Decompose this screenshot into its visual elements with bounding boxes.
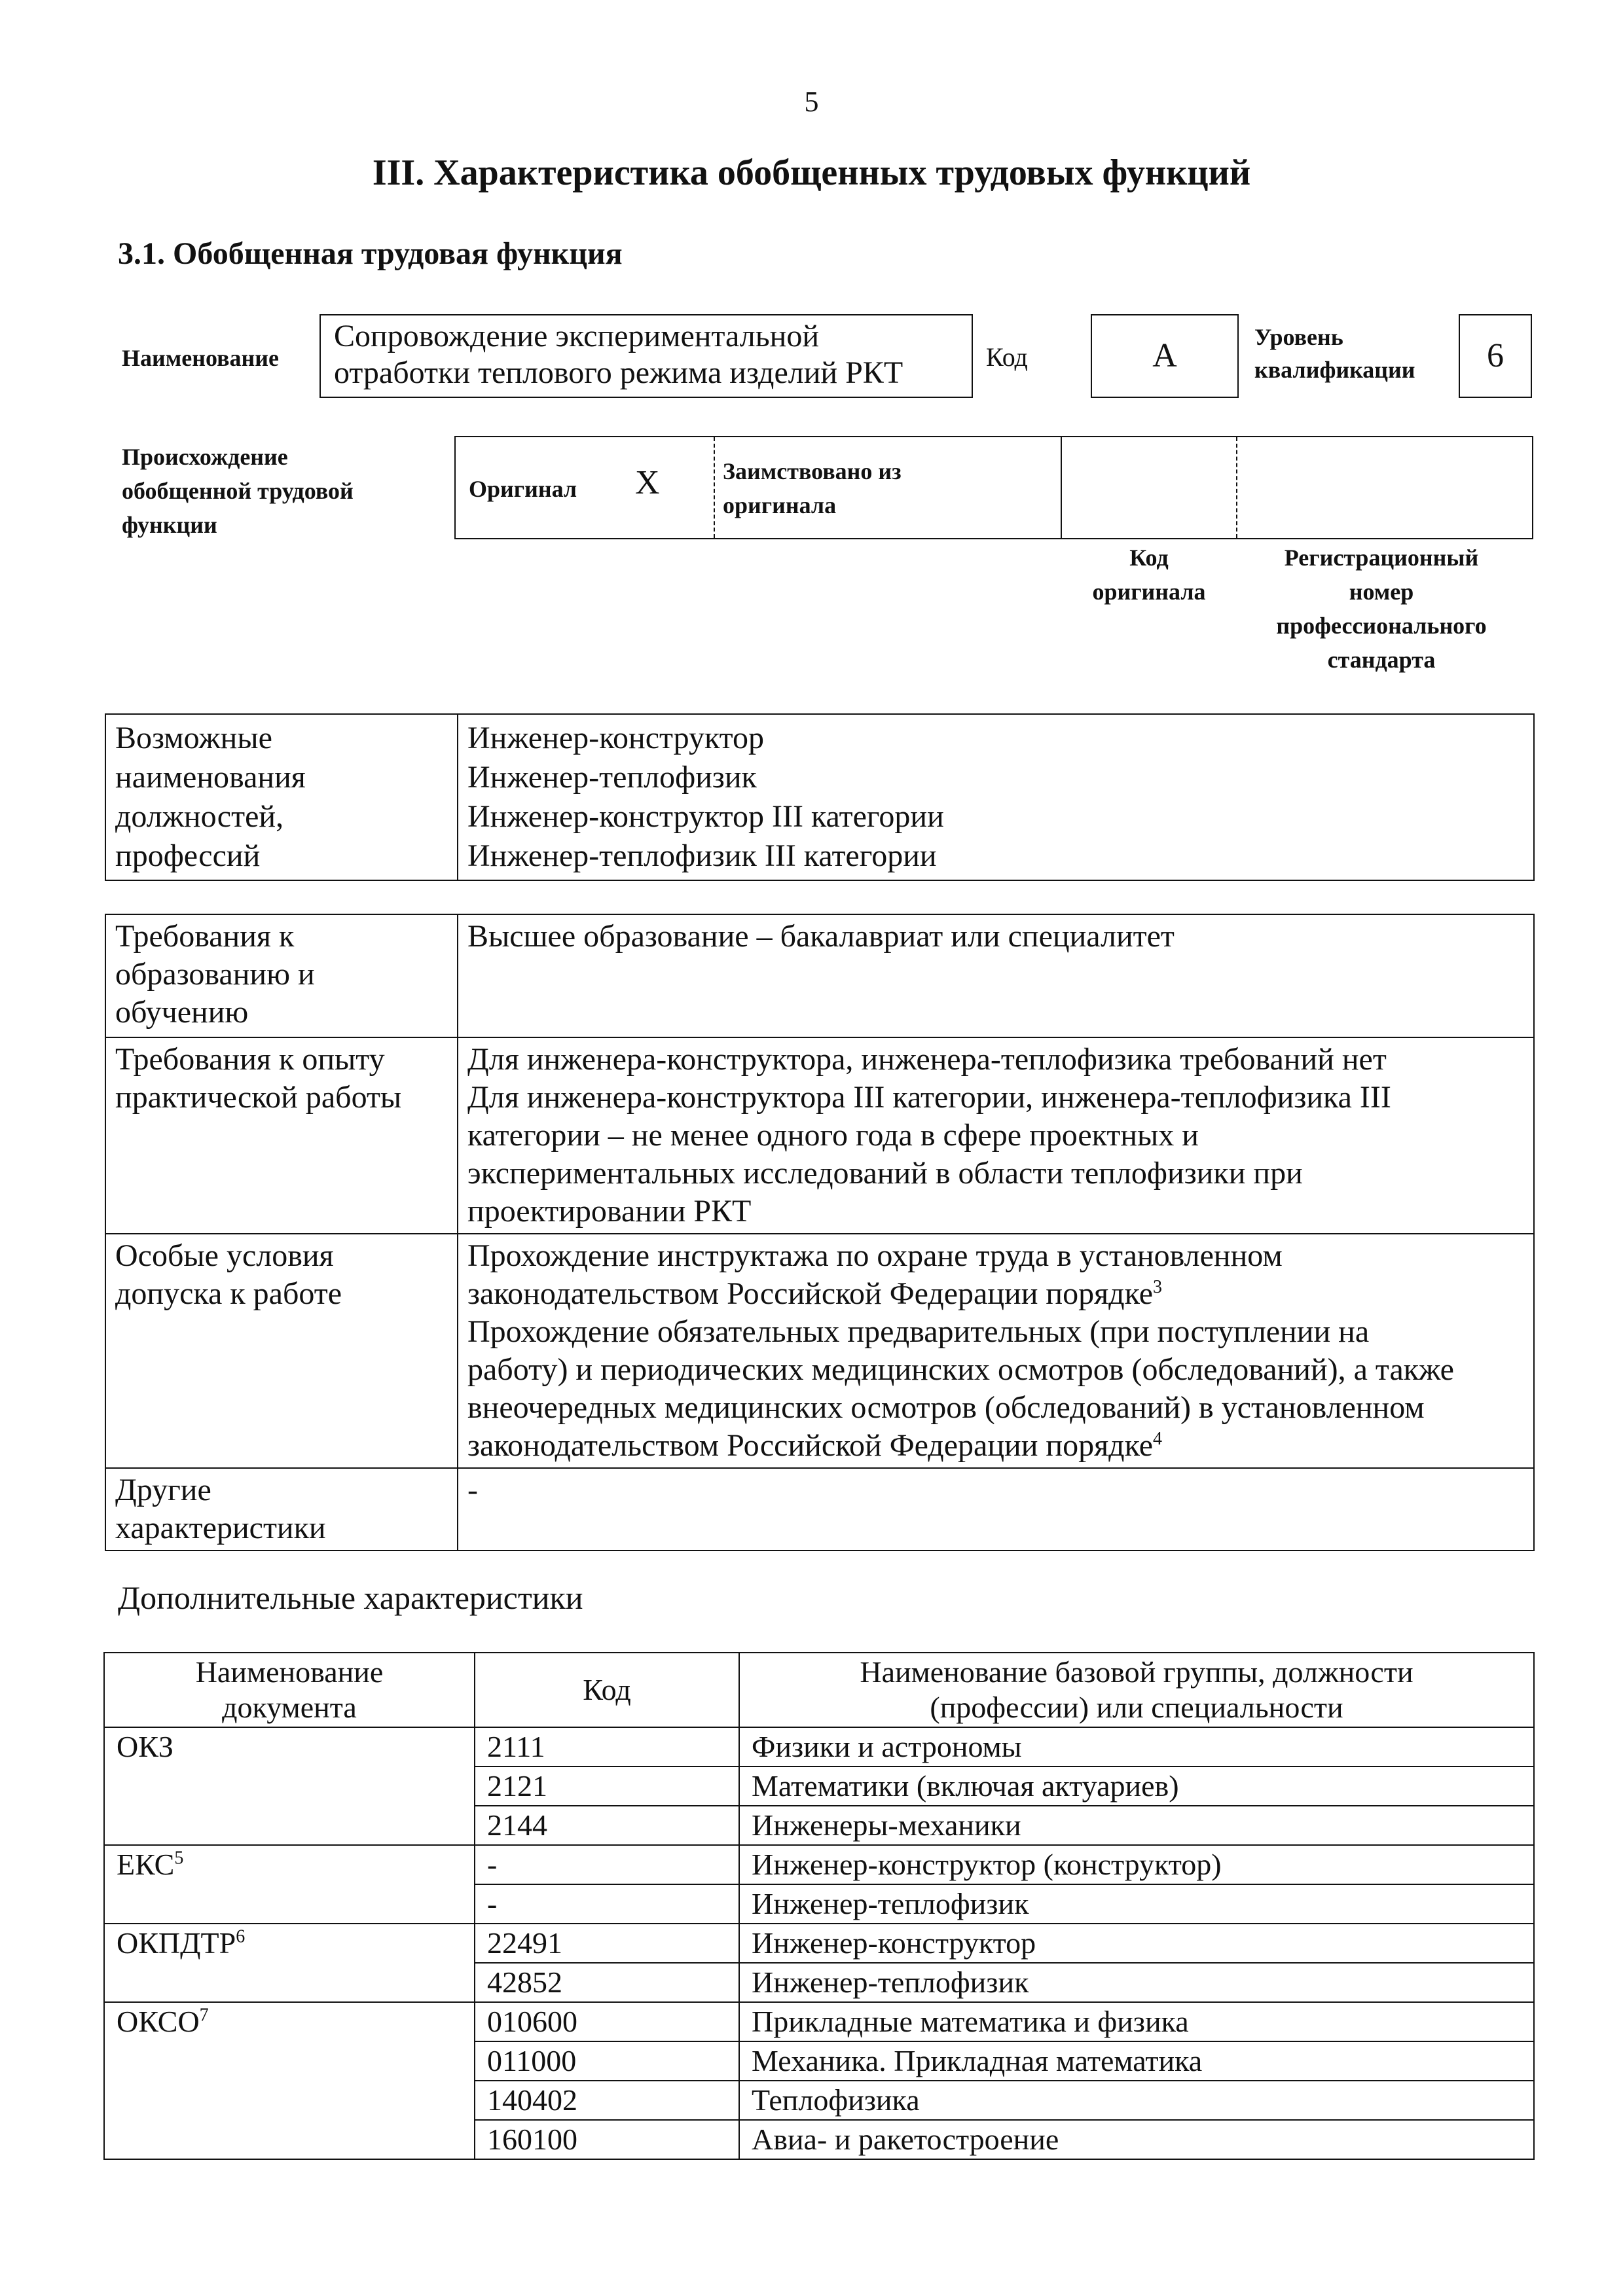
function-name-line: Сопровождение экспериментальной: [334, 319, 819, 353]
code-cell: 140402: [475, 2081, 739, 2120]
additional-table: [103, 1652, 1535, 2160]
doc-cell: [104, 2002, 475, 2041]
name-cell: Авиа- и ракетостроение: [739, 2120, 1534, 2159]
label-line: Другие: [115, 1473, 211, 1507]
text-line: Прохождение обязательных предварительных (при поступлении на: [467, 1314, 1370, 1349]
text-fragment: законодательством Российской Федерации порядке: [467, 1276, 1153, 1311]
text-line: Для инженера-конструктора, инженера-теплофизика требований нет: [467, 1042, 1387, 1077]
code-cell: 2121: [475, 1767, 739, 1806]
text-line: экспериментальных исследований в области теплофизики при: [467, 1156, 1303, 1191]
header-line: Наименование: [195, 1655, 384, 1689]
doc-cell: [104, 1884, 475, 1924]
position-item: Инженер-теплофизик III категории: [467, 838, 937, 873]
function-name-box: [319, 314, 973, 398]
text-line: [467, 1275, 1524, 1313]
header-line: (профессии) или специальности: [930, 1691, 1343, 1724]
level-label-line: квалификации: [1254, 357, 1415, 383]
name-label: Наименование: [122, 345, 279, 371]
footnote-ref: 6: [236, 1926, 246, 1947]
footnote-ref: 7: [199, 2005, 209, 2026]
code-cell: 010600: [475, 2002, 739, 2041]
text-line: проектировании РКТ: [467, 1194, 752, 1229]
header-document: [104, 1653, 475, 1727]
code-value: А: [1091, 314, 1239, 398]
name-cell: Теплофизика: [739, 2081, 1534, 2120]
position-item: Инженер-конструктор: [467, 721, 764, 755]
name-cell: Математики (включая актуариев): [739, 1767, 1534, 1806]
table-row: [104, 1727, 1534, 1767]
table-row: [104, 1924, 1534, 1963]
name-cell: Инженер-теплофизик: [739, 1884, 1534, 1924]
doc-cell: [104, 1845, 475, 1884]
doc-cell: [104, 2041, 475, 2081]
label-line: обучению: [115, 995, 249, 1030]
label-line: практической работы: [115, 1080, 402, 1115]
doc-cell: [104, 1924, 475, 1963]
doc-name: ОКПДТР: [117, 1926, 236, 1960]
header-code: Код: [475, 1653, 739, 1727]
special-value: [458, 1234, 1534, 1468]
table-row: [104, 1963, 1534, 2002]
label-line: Требования к опыту: [115, 1042, 385, 1077]
code-cell: 22491: [475, 1924, 739, 1963]
table-row: [105, 914, 1534, 1037]
divider: [1061, 437, 1062, 538]
table-row: [104, 2002, 1534, 2041]
page-number: 5: [804, 86, 819, 118]
origin-label-line: функции: [122, 512, 217, 538]
positions-table: [105, 713, 1535, 881]
code-cell: 011000: [475, 2041, 739, 2081]
level-label-line: Уровень: [1254, 324, 1343, 350]
education-value: Высшее образование – бакалавриат или специалитет: [458, 914, 1534, 1037]
text-line: внеочередных медицинских осмотров (обследований) в установленном: [467, 1390, 1425, 1425]
table-header-row: [104, 1653, 1534, 1727]
header-line: документа: [222, 1691, 357, 1724]
doc-cell: [104, 1806, 475, 1845]
text-line: [467, 1427, 1524, 1465]
footnote-ref: 5: [174, 1848, 184, 1869]
divider: [714, 437, 715, 538]
doc-name: ЕКС: [117, 1848, 175, 1881]
table-row: [105, 1468, 1534, 1551]
caption-line: стандарта: [1327, 647, 1436, 673]
label-line: образованию и: [115, 957, 315, 992]
doc-cell: [104, 2081, 475, 2120]
origin-frame: [454, 436, 1533, 539]
divider: [1236, 437, 1237, 538]
label-line: Особые условия: [115, 1238, 334, 1273]
positions-list: [458, 714, 1534, 880]
label-line: должностей,: [115, 799, 284, 834]
level-value: 6: [1459, 314, 1532, 398]
table-row: [104, 2081, 1534, 2120]
name-cell: Инженер-конструктор: [739, 1924, 1534, 1963]
text-line: работу) и периодических медицинских осмотров (обследований), а также: [467, 1352, 1454, 1387]
label-line: Требования к: [115, 919, 295, 954]
caption-line: Код: [1129, 545, 1169, 571]
doc-cell: [104, 1963, 475, 2002]
origin-label: [122, 440, 354, 542]
label-line: Возможные: [115, 721, 272, 755]
education-label: [105, 914, 458, 1037]
caption-line: Регистрационный: [1284, 545, 1479, 571]
position-item: Инженер-конструктор III категории: [467, 799, 944, 834]
original-mark: Х: [635, 464, 660, 501]
origin-label-line: Происхождение: [122, 444, 288, 470]
text-line: Для инженера-конструктора III категории, инженера-теплофизика III: [467, 1080, 1391, 1115]
positions-label: [105, 714, 458, 880]
table-row: [105, 1234, 1534, 1468]
caption-original-code: [1061, 541, 1237, 609]
origin-label-line: обобщенной трудовой: [122, 478, 354, 504]
name-cell: Прикладные математика и физика: [739, 2002, 1534, 2041]
footnote-ref: 3: [1153, 1277, 1162, 1297]
table-row: [104, 1806, 1534, 1845]
other-value: -: [458, 1468, 1534, 1551]
original-label: Оригинал: [469, 476, 577, 502]
subsection-title: 3.1. Обобщенная трудовая функция: [118, 236, 623, 271]
name-cell: Механика. Прикладная математика: [739, 2041, 1534, 2081]
doc-name: ОКСО: [117, 2005, 200, 2038]
label-line: профессий: [115, 838, 261, 873]
name-cell: Физики и астрономы: [739, 1727, 1534, 1767]
table-row: [105, 1037, 1534, 1234]
label-line: наименования: [115, 760, 306, 795]
name-cell: Инженеры-механики: [739, 1806, 1534, 1845]
header-name: [739, 1653, 1534, 1727]
caption-line: профессионального: [1276, 613, 1487, 639]
borrowed-label: [723, 454, 902, 522]
requirements-table: [105, 914, 1535, 1551]
doc-cell: [104, 1767, 475, 1806]
function-name-line: отработки теплового режима изделий РКТ: [334, 355, 903, 390]
code-cell: 42852: [475, 1963, 739, 2002]
label-line: допуска к работе: [115, 1276, 342, 1311]
label-line: характеристики: [115, 1511, 326, 1545]
other-label: [105, 1468, 458, 1551]
code-label: Код: [986, 342, 1028, 372]
borrowed-line: Заимствовано из: [723, 458, 902, 484]
doc-cell: [104, 2120, 475, 2159]
text-line: категории – не менее одного года в сфере проектных и: [467, 1118, 1199, 1153]
text-fragment: законодательством Российской Федерации порядке: [467, 1428, 1153, 1463]
table-row: [104, 2041, 1534, 2081]
caption-line: оригинала: [1092, 579, 1206, 605]
section-title: III. Характеристика обобщенных трудовых функций: [372, 152, 1251, 193]
experience-value: [458, 1037, 1534, 1234]
footnote-ref: 4: [1153, 1429, 1162, 1449]
table-row: [104, 2120, 1534, 2159]
level-label: [1254, 321, 1415, 386]
name-cell: Инженер-конструктор (конструктор): [739, 1845, 1534, 1884]
table-row: [105, 714, 1534, 880]
experience-label: [105, 1037, 458, 1234]
code-cell: 2111: [475, 1727, 739, 1767]
header-line: Наименование базовой группы, должности: [860, 1655, 1413, 1689]
position-item: Инженер-теплофизик: [467, 760, 757, 795]
table-row: [104, 1845, 1534, 1884]
code-cell: 160100: [475, 2120, 739, 2159]
code-cell: -: [475, 1845, 739, 1884]
additional-title: Дополнительные характеристики: [118, 1579, 583, 1616]
borrowed-line: оригинала: [723, 492, 837, 518]
text-line: Прохождение инструктажа по охране труда в установленном: [467, 1238, 1283, 1273]
doc-name: ОКЗ: [117, 1730, 173, 1763]
name-cell: Инженер-теплофизик: [739, 1963, 1534, 2002]
table-row: [104, 1767, 1534, 1806]
special-label: [105, 1234, 458, 1468]
code-cell: -: [475, 1884, 739, 1924]
caption-registration-number: [1257, 541, 1506, 677]
table-row: [104, 1884, 1534, 1924]
code-cell: 2144: [475, 1806, 739, 1845]
doc-cell: [104, 1727, 475, 1767]
caption-line: номер: [1349, 579, 1414, 605]
